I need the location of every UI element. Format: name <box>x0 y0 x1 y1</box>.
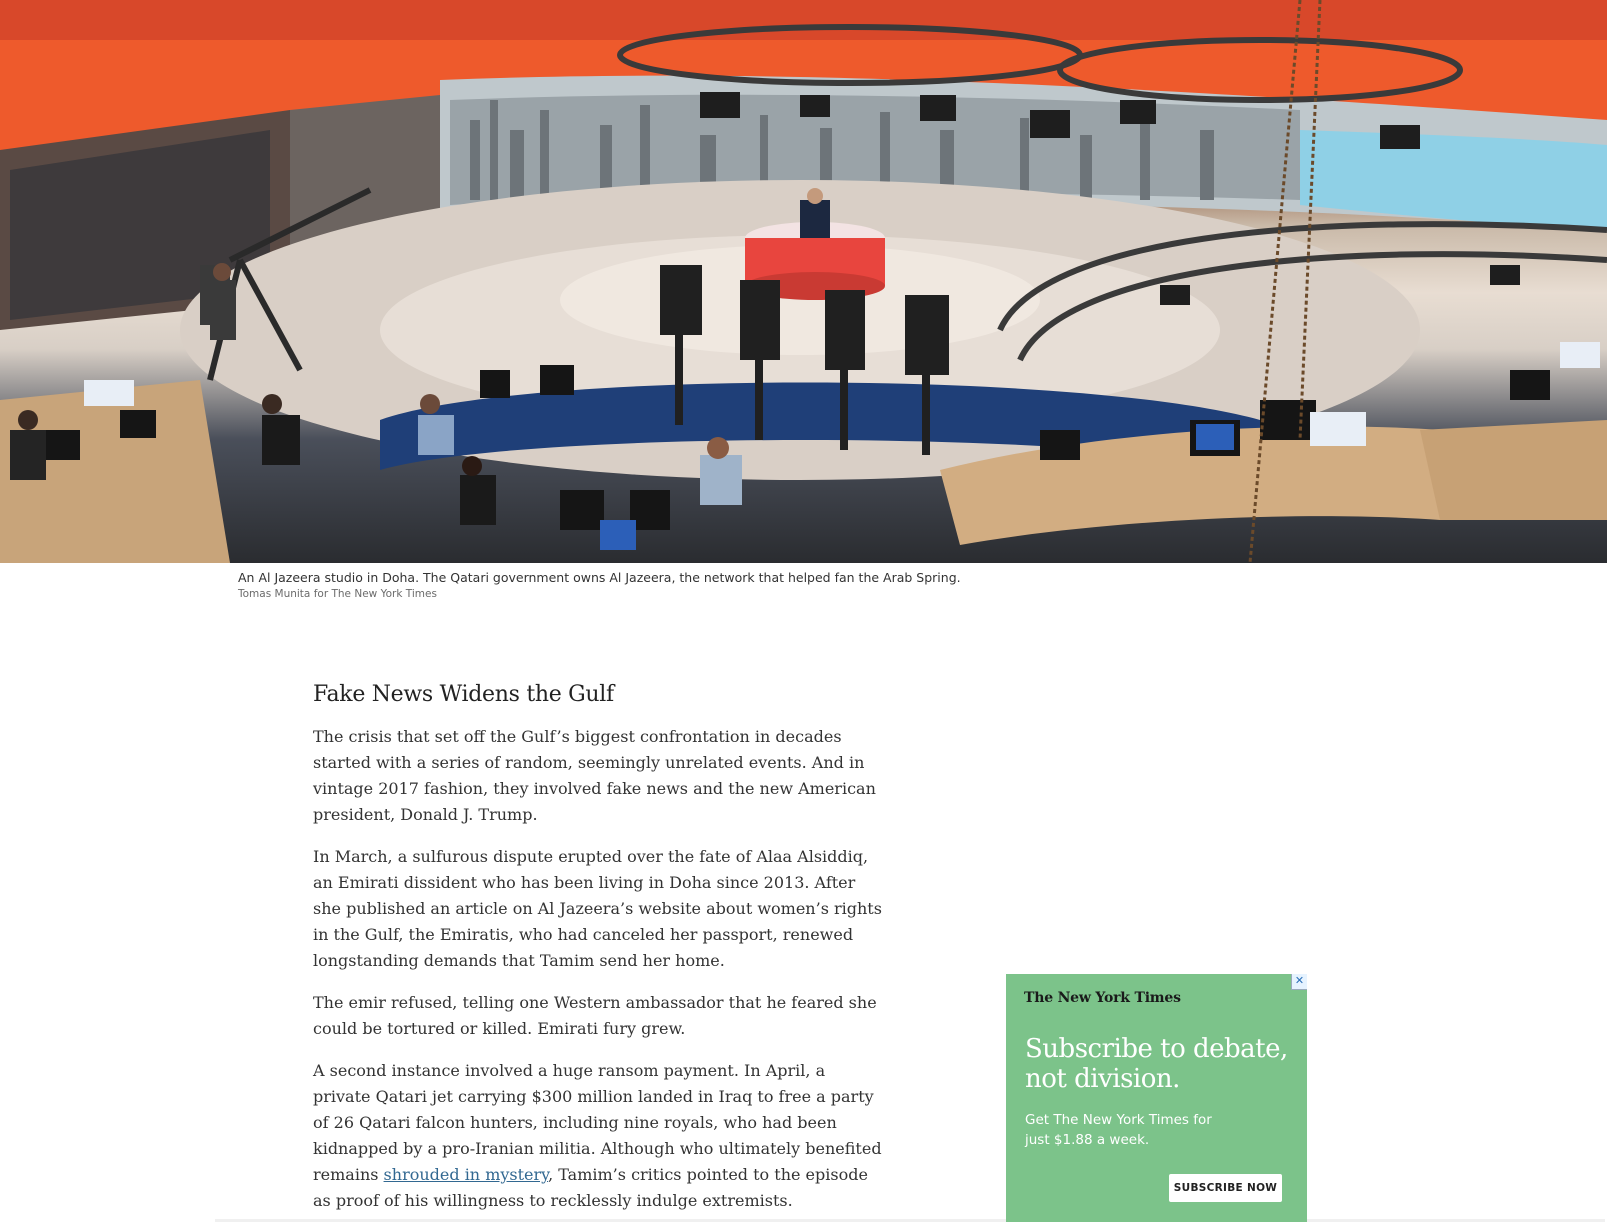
subscribe-now-button[interactable]: SUBSCRIBE NOW <box>1169 1174 1282 1202</box>
paragraph-1: The crisis that set off the Gulf’s biggest confrontation in decades started with a series of random, seemingly unrelated events. And in vintage 2017 fashion, they involved fake news and the new American president, Donald J. Trump. <box>313 727 876 824</box>
section-heading: Fake News Widens the Gulf <box>313 682 614 707</box>
ad-headline: Subscribe to debate, not division. <box>1025 1034 1288 1094</box>
ad-subtext: Get The New York Times for just $1.88 a week. <box>1025 1112 1212 1148</box>
paragraph-3: The emir refused, telling one Western ambassador that he feared she could be tortured or killed. Emirati fury grew. <box>313 993 877 1038</box>
studio-illustration <box>0 0 1607 563</box>
paragraph-4-text-after: , Tamim’s critics pointed to the episode as proof of his willingness to recklessly indulge extremists. <box>313 1165 868 1210</box>
shrouded-in-mystery-link[interactable]: shrouded in mystery <box>383 1165 549 1184</box>
photo-credit: Tomas Munita for The New York Times <box>238 588 437 600</box>
subscription-ad[interactable] <box>1006 974 1307 1222</box>
photo-caption-block <box>238 569 1138 601</box>
article-body <box>313 680 883 1222</box>
hero-photo <box>0 0 1607 563</box>
paragraph-4-text-before: A second instance involved a huge ransom payment. In April, a private Qatari jet carrying $300 million landed in Iraq to free a party of 26 Qatari falcon hunters, including nine royals, who had been kidnapped by a pro-Iranian militia. Although who ultimately benefited remains <box>313 1061 882 1184</box>
paragraph-2: In March, a sulfurous dispute erupted over the fate of Alaa Alsiddiq, an Emirati dissident who has been living in Doha since 2013. After she published an article on Al Jazeera’s website about women’s rights in the Gulf, the Emiratis, who had canceled her passport, renewed longstanding demands that Tamim send her home. <box>313 847 882 970</box>
nyt-logo: The New York Times <box>1024 990 1181 1006</box>
photo-caption: An Al Jazeera studio in Doha. The Qatari government owns Al Jazeera, the network that helped fan the Arab Spring. <box>238 570 961 585</box>
paragraph-4 <box>313 1058 883 1214</box>
ad-close-icon[interactable]: ✕ <box>1291 974 1307 990</box>
